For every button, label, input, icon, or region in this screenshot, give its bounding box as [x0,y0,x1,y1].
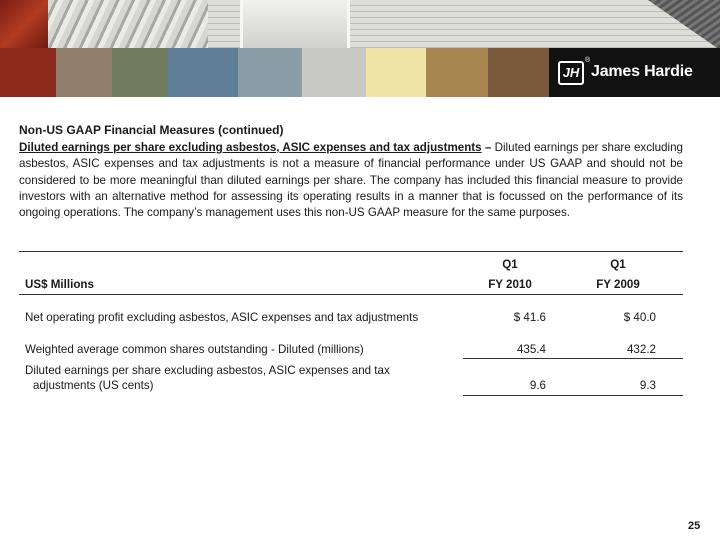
row-label: Net operating profit excluding asbestos, ASIC expenses and tax adjustments [25,311,419,324]
paragraph-dash: – [484,141,492,154]
table-bottom-rule [463,395,683,396]
row-label-continued: adjustments (US cents) [33,379,154,392]
section-heading: Non-US GAAP Financial Measures (continued) [19,123,284,137]
row-value: 435.4 [516,343,546,356]
table-unit-label: US$ Millions [25,278,94,291]
description-paragraph [19,140,683,221]
column-year-header: FY 2009 [596,278,640,291]
row-value: $ 40.0 [623,311,656,324]
banner-photo [240,0,350,50]
company-logo-icon: JH [558,61,584,85]
color-swatch [366,48,426,97]
banner-photo [0,0,48,50]
column-period-header: Q1 [610,258,626,271]
row-value: $ 41.6 [513,311,546,324]
row-value: 9.6 [529,379,546,392]
company-name: James Hardie [591,63,693,80]
paragraph-body: Diluted earnings per share excluding asbestos, ASIC expenses and tax adjustments is not a measure of financial performance under US GAAP and should not be considered to be more meaningful than diluted earnings per share. The company has included this financial measure to provide investors with an alternative method for assessing its operating results in a manner that is focussed on the performance of its ongoing operations. The company’s management uses this non-US GAAP measure for the same purposes. [19,141,683,220]
color-swatch [238,48,302,97]
row-value: 9.3 [639,379,656,392]
row-label: Weighted average common shares outstanding - Diluted (millions) [25,343,364,356]
registered-mark: ® [585,57,591,64]
column-period-header: Q1 [502,258,518,271]
column-year-header: FY 2010 [488,278,532,291]
color-swatch [302,48,366,97]
row-value: 432.2 [626,343,656,356]
paragraph-lead: Diluted earnings per share excluding asbestos, ASIC expenses and tax adjustments [19,141,482,154]
color-swatch [426,48,488,97]
color-swatch [488,48,549,97]
header-banner [0,0,720,97]
color-swatch [112,48,168,97]
color-swatch [168,48,238,97]
banner-photo [48,0,208,50]
page-number: 25 [688,520,701,532]
table-top-rule [19,251,683,252]
color-swatch [0,48,56,97]
subtotal-rule [463,358,683,359]
table-header-rule [19,294,683,295]
row-label: Diluted earnings per share excluding asbestos, ASIC expenses and tax [25,364,390,377]
color-swatch [56,48,112,97]
